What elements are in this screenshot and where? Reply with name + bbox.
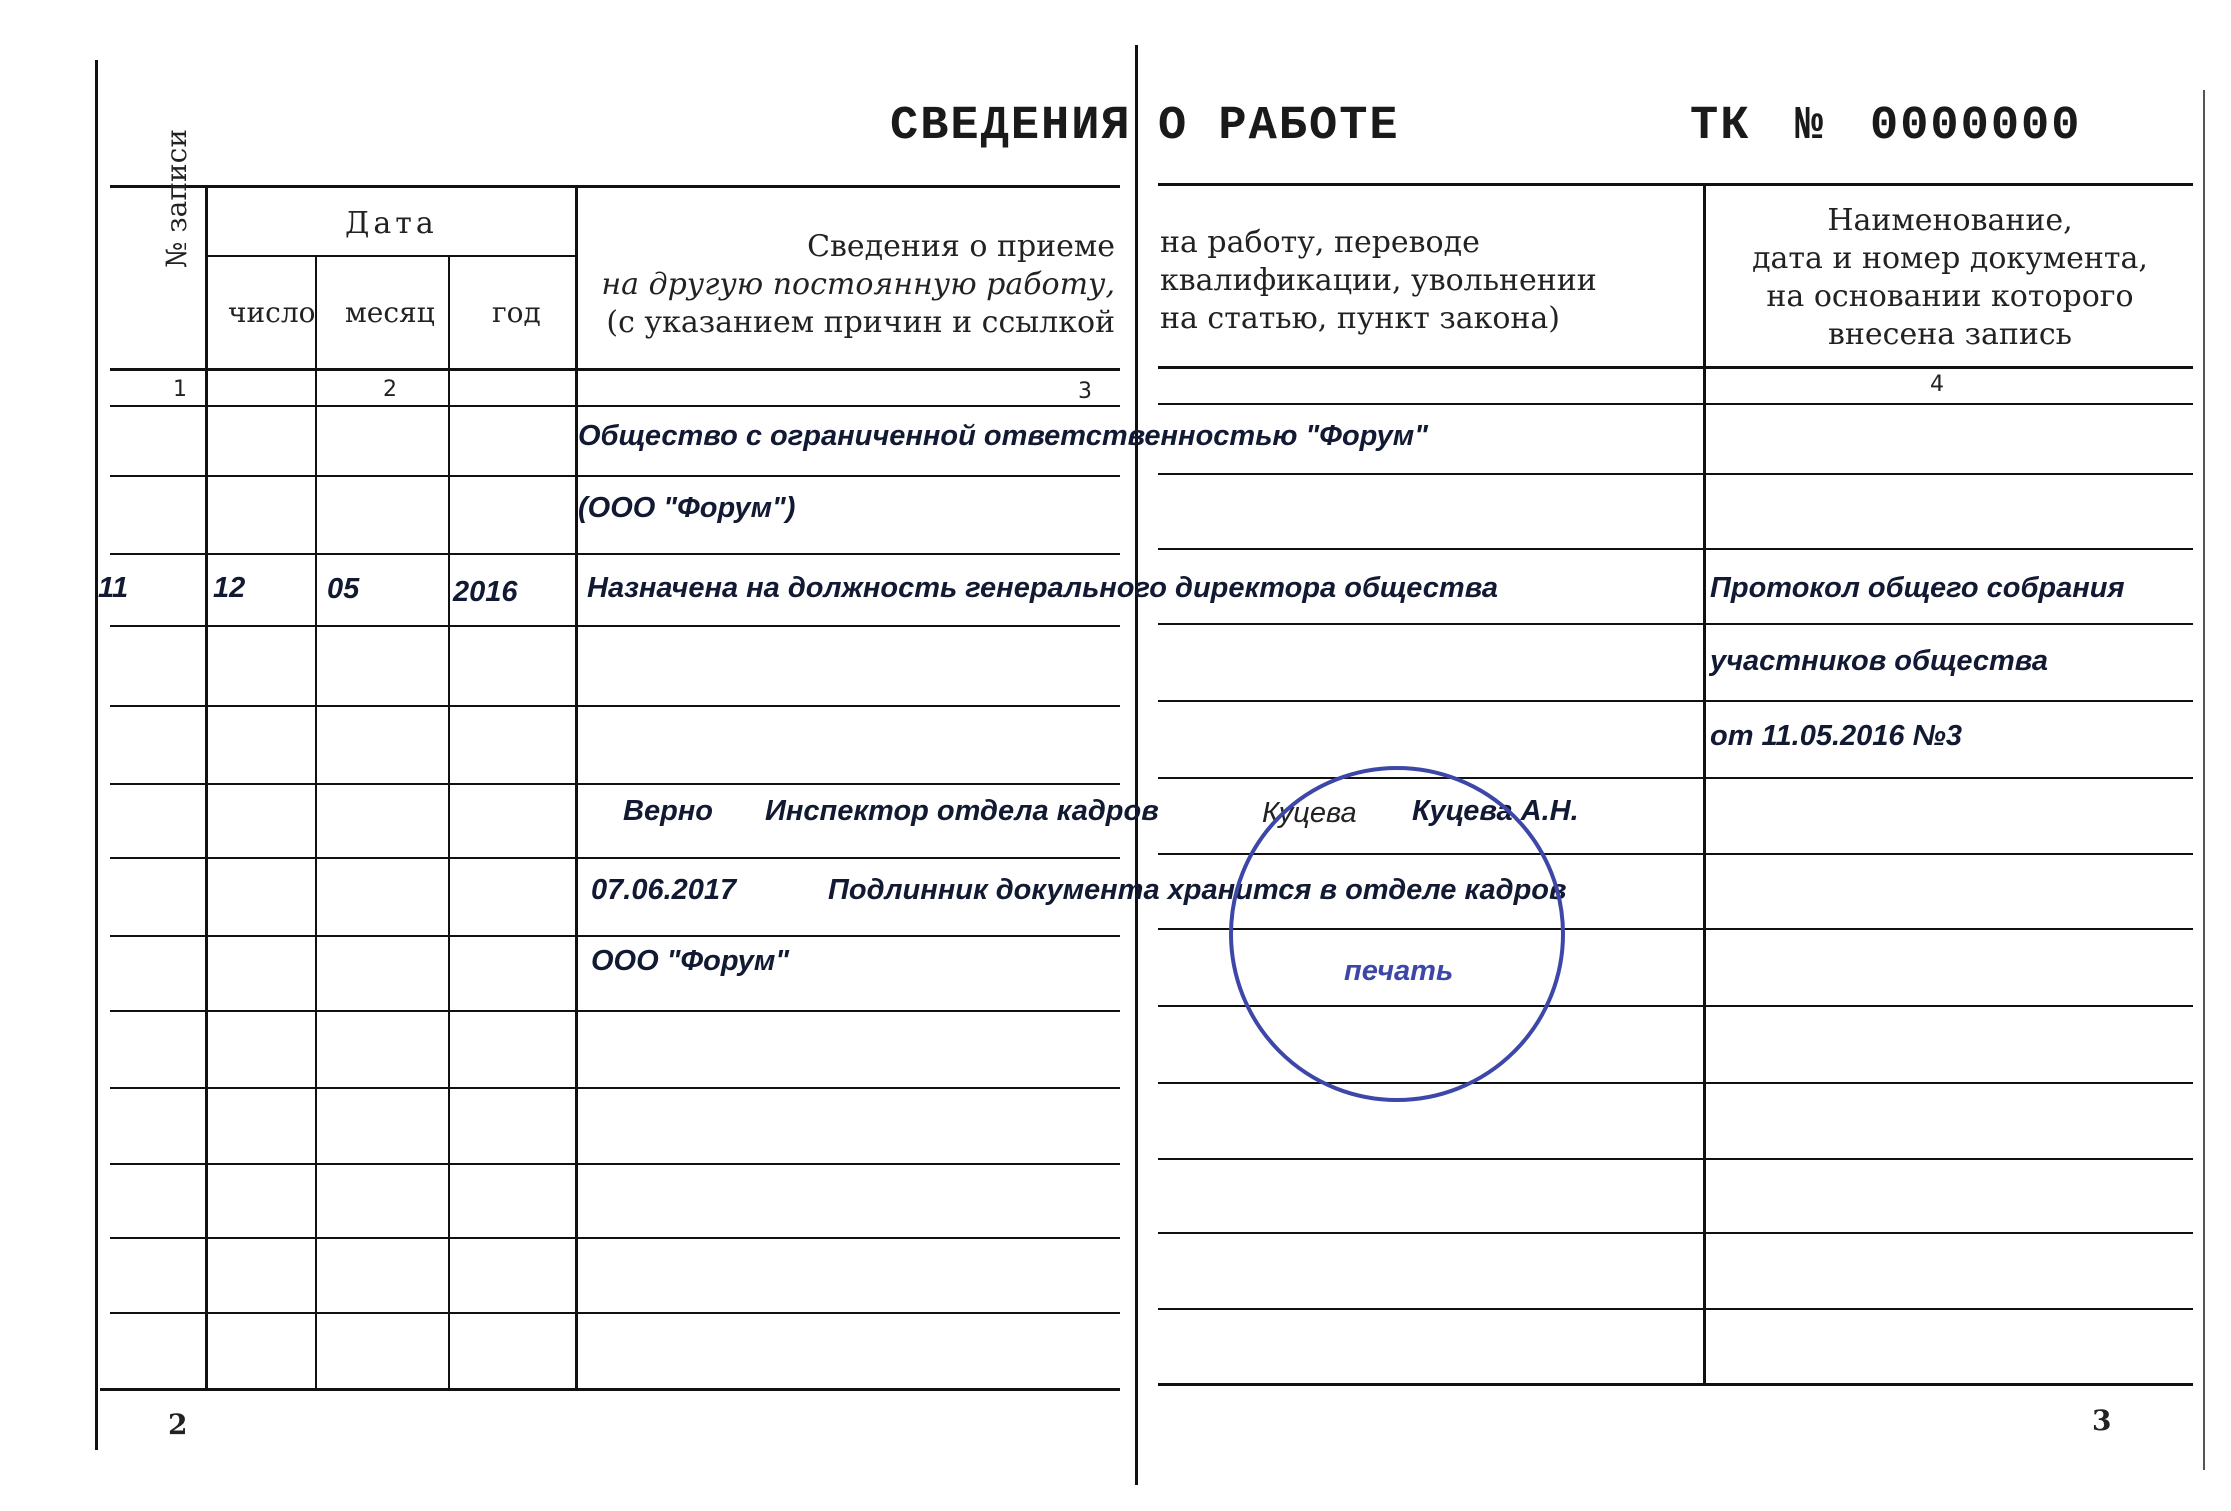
row-line-left xyxy=(110,625,1120,627)
date-subheader-line xyxy=(208,255,578,257)
org-name-line2: (ООО "Форум") xyxy=(578,492,796,524)
certify-original-note: Подлинник документа хранится в отделе кадров xyxy=(828,874,1567,906)
row-line-left xyxy=(110,1312,1120,1314)
row-line-right xyxy=(1158,1232,2193,1234)
record-year: 2016 xyxy=(453,576,518,608)
row-line-left xyxy=(110,935,1120,937)
row-line-right xyxy=(1158,700,2193,702)
org-name-line1: Общество с ограниченной ответственностью "Форум" xyxy=(578,420,1428,452)
doc-header xyxy=(1710,202,2190,354)
info-header-right-line: на работу, переводе xyxy=(1160,225,1480,260)
info-header-right-line: на статью, пункт закона) xyxy=(1160,301,1560,336)
doc-basis-line3: от 11.05.2016 №3 xyxy=(1710,720,1962,752)
month-header: месяц xyxy=(345,296,435,329)
colnum-bottom-right xyxy=(1158,403,2193,405)
doc-header-line: Наименование, xyxy=(1827,203,2073,238)
certify-position: Инспектор отдела кадров xyxy=(765,795,1159,827)
row-line-left xyxy=(110,553,1120,555)
title-left: СВЕДЕНИЯ xyxy=(890,100,1132,153)
row-line-left xyxy=(110,475,1120,477)
row-line-right xyxy=(1158,1158,2193,1160)
page-number-right: 3 xyxy=(2092,1404,2112,1437)
left-page-border xyxy=(95,60,98,1450)
row-line-left xyxy=(110,1163,1120,1165)
table-bottom-left xyxy=(100,1388,1120,1391)
info-header-right-line: квалификации, увольнении xyxy=(1160,263,1597,298)
col-divider-1 xyxy=(205,185,208,1388)
row-line-right xyxy=(1158,623,2193,625)
row-line-right xyxy=(1158,473,2193,475)
header-bottom-left xyxy=(110,368,1120,371)
info-header-right xyxy=(1160,224,1700,338)
certify-name: Куцева А.Н. xyxy=(1412,795,1579,827)
col-divider-4 xyxy=(1703,183,1706,1383)
certify-signature: Куцева xyxy=(1262,797,1357,829)
row-line-left xyxy=(110,783,1120,785)
row-line-left xyxy=(110,1010,1120,1012)
record-no-header: № записи xyxy=(160,128,193,268)
header-bottom-right xyxy=(1158,366,2193,369)
table-top-border-left xyxy=(110,185,1120,188)
tk-label: ТК xyxy=(1690,100,1751,153)
colnum-1: 1 xyxy=(173,377,187,402)
row-line-left xyxy=(110,857,1120,859)
stamp-label: печать xyxy=(1344,955,1454,987)
certify-date: 07.06.2017 xyxy=(591,874,737,906)
info-header-left-line: на другую постоянную работу, xyxy=(601,267,1115,302)
stamp-circle xyxy=(1225,762,1570,1107)
doc-header-line: внесена запись xyxy=(1828,317,2072,352)
doc-header-line: дата и номер документа, xyxy=(1752,241,2148,276)
certify-org-short: ООО "Форум" xyxy=(591,945,790,977)
page-number-left: 2 xyxy=(168,1408,188,1441)
colnum-4: 4 xyxy=(1930,372,1944,397)
row-line-left xyxy=(110,1087,1120,1089)
table-top-border-right xyxy=(1158,183,2193,186)
certify-verno: Верно xyxy=(623,795,714,827)
record-day: 12 xyxy=(213,572,246,604)
doc-header-line: на основании которого xyxy=(1766,279,2134,314)
record-month: 05 xyxy=(327,573,360,605)
info-header-left xyxy=(600,228,1115,342)
colnum-2: 2 xyxy=(383,377,397,402)
info-header-left-line: Сведения о приеме xyxy=(807,229,1115,264)
colnum-3: 3 xyxy=(1078,379,1092,404)
record-text: Назначена на должность генерального директора общества xyxy=(587,572,1498,604)
number-sign: № xyxy=(1795,100,1826,153)
doc-basis-line2: участников общества xyxy=(1710,645,2049,677)
table-bottom-right xyxy=(1158,1383,2193,1386)
year-header: год xyxy=(492,296,541,329)
row-line-left xyxy=(110,1237,1120,1239)
doc-basis-line1: Протокол общего собрания xyxy=(1710,572,2125,604)
row-line-right xyxy=(1158,1308,2193,1310)
right-page-border xyxy=(2203,90,2205,1470)
col-divider-3 xyxy=(575,185,578,1388)
info-header-left-line: (с указанием причин и ссылкой xyxy=(606,305,1115,340)
col-divider-day xyxy=(315,255,317,1388)
row-line-right xyxy=(1158,548,2193,550)
col-divider-month xyxy=(448,255,450,1388)
colnum-bottom-left xyxy=(110,405,1120,407)
row-line-left xyxy=(110,705,1120,707)
day-header: число xyxy=(228,296,316,329)
page-spine xyxy=(1135,45,1138,1485)
tk-number: 0000000 xyxy=(1870,100,2082,153)
record-number: 11 xyxy=(98,572,129,604)
title-right: О РАБОТЕ xyxy=(1158,100,1400,153)
date-header: Дата xyxy=(345,206,438,241)
